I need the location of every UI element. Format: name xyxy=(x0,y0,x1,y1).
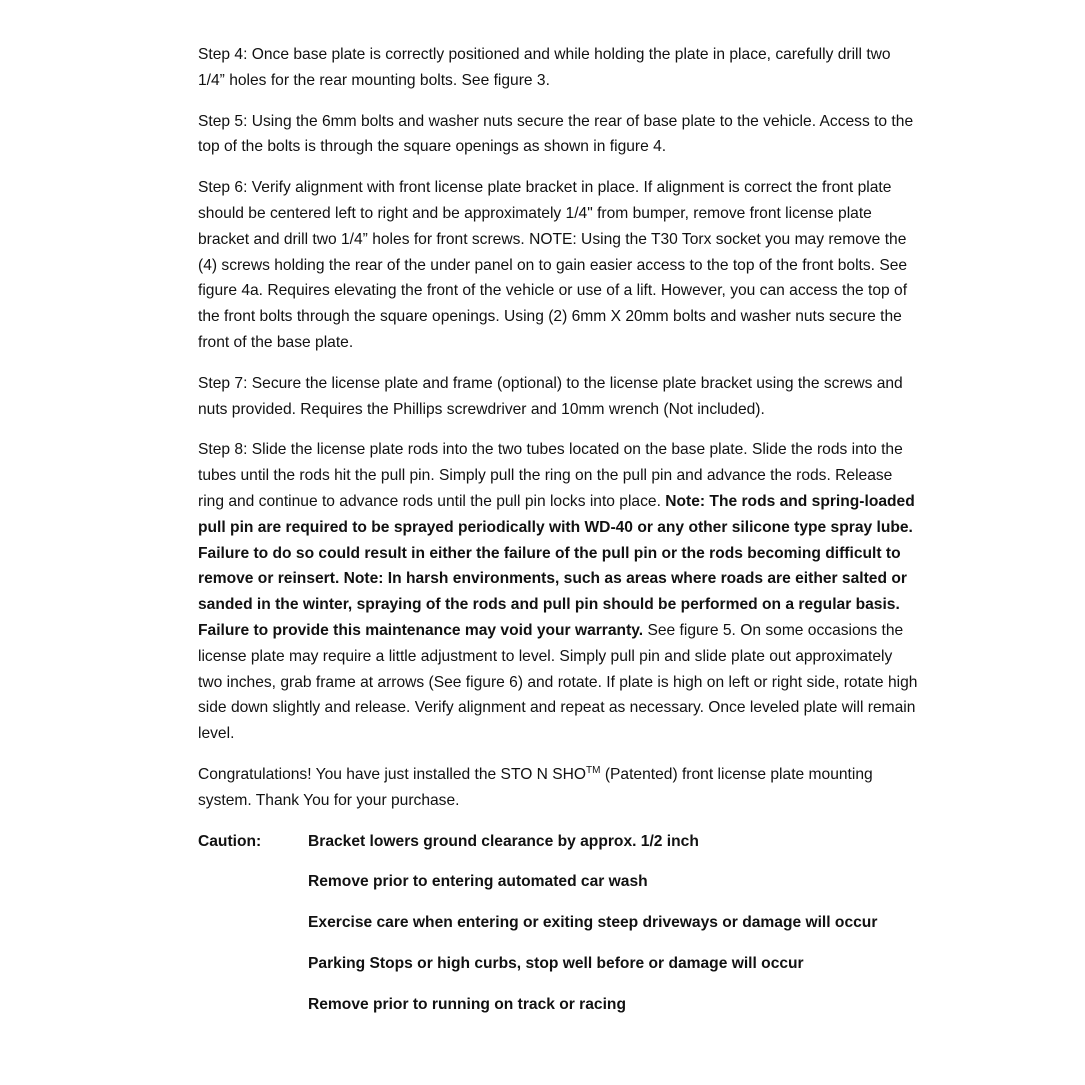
caution-row-1 xyxy=(198,829,918,855)
caution-item: Remove prior to running on track or racing xyxy=(308,995,626,1013)
congratulations-paragraph xyxy=(198,762,918,814)
step-8-maintenance-note: Note: The rods and spring-loaded pull pin are required to be sprayed periodically with WD-40 or any other silicone type spray lube. Failure to do so could result in either the failure of the pull pin or the rods becoming difficult to remove or reinsert. Note: In harsh environments, such as areas where roads are either salted or sanded in the winter, spraying of the rods and pull pin should be performed on a regular basis. Failure to provide this maintenance may void your warranty. xyxy=(198,492,915,639)
caution-label: Caution: xyxy=(198,832,262,850)
trademark-symbol: TM xyxy=(586,764,601,776)
caution-item: Remove prior to entering automated car wash xyxy=(308,873,648,891)
step-5-paragraph: Step 5: Using the 6mm bolts and washer nuts secure the rear of base plate to the vehicle. Access to the top of the bolts is through the square openings as shown in figure 4. xyxy=(198,112,914,156)
caution-row-3 xyxy=(198,910,918,936)
step-7-paragraph: Step 7: Secure the license plate and frame (optional) to the license plate bracket using the screws and nuts provided. Requires the Phillips screwdriver and 10mm wrench (Not included). xyxy=(198,374,903,418)
document-page xyxy=(198,42,918,1033)
caution-item: Exercise care when entering or exiting steep driveways or damage will occur xyxy=(308,914,878,932)
caution-item: Bracket lowers ground clearance by approx. 1/2 inch xyxy=(308,832,699,850)
step-8-adjustment-text: See figure 5. On some occasions the license plate may require a little adjustment to level. Simply pull pin and slide plate out approximately two inches, grab frame at arrows (See figure 6) and rotate. If plate is high on left or right side, rotate high side down slightly and release. Verify alignment and repeat as necessary. Once leveled plate will remain level. xyxy=(198,621,918,743)
congrats-text-start: Congratulations! You have just installed the STO N SHO xyxy=(198,765,587,783)
caution-item: Parking Stops or high curbs, stop well before or damage will occur xyxy=(308,954,804,972)
caution-row-4 xyxy=(198,951,918,977)
step-6-paragraph: Step 6: Verify alignment with front license plate bracket in place. If alignment is correct the front plate should be centered left to right and be approximately 1/4" from bumper, remove front license plate bracket and drill two 1/4” holes for front screws. NOTE: Using the T30 Torx socket you may remove the (4) screws holding the rear of the under panel on to gain easier access to the top of the front bolts. See figure 4a. Requires elevating the front of the vehicle or use of a lift. However, you can access the top of the front bolts through the square openings. Using (2) 6mm X 20mm bolts and washer nuts secure the front of the base plate. xyxy=(198,179,908,351)
step-8-paragraph xyxy=(198,437,918,747)
step-4-paragraph: Step 4: Once base plate is correctly positioned and while holding the plate in place, carefully drill two 1/4” holes for the rear mounting bolts. See figure 3. xyxy=(198,46,891,89)
step-8-intro-text: Step 8: Slide the license plate rods into the two tubes located on the base plate. Slide the rods into the tubes until the rods hit the pull pin. Simply pull the ring on the pull pin and advance the rods. Release ring and continue to advance rods until the pull pin locks into place. xyxy=(198,441,903,510)
caution-row-2 xyxy=(198,869,918,895)
congrats-text-end: (Patented) front license plate mounting system. Thank You for your purchase. xyxy=(198,765,873,809)
caution-row-5 xyxy=(198,992,918,1018)
